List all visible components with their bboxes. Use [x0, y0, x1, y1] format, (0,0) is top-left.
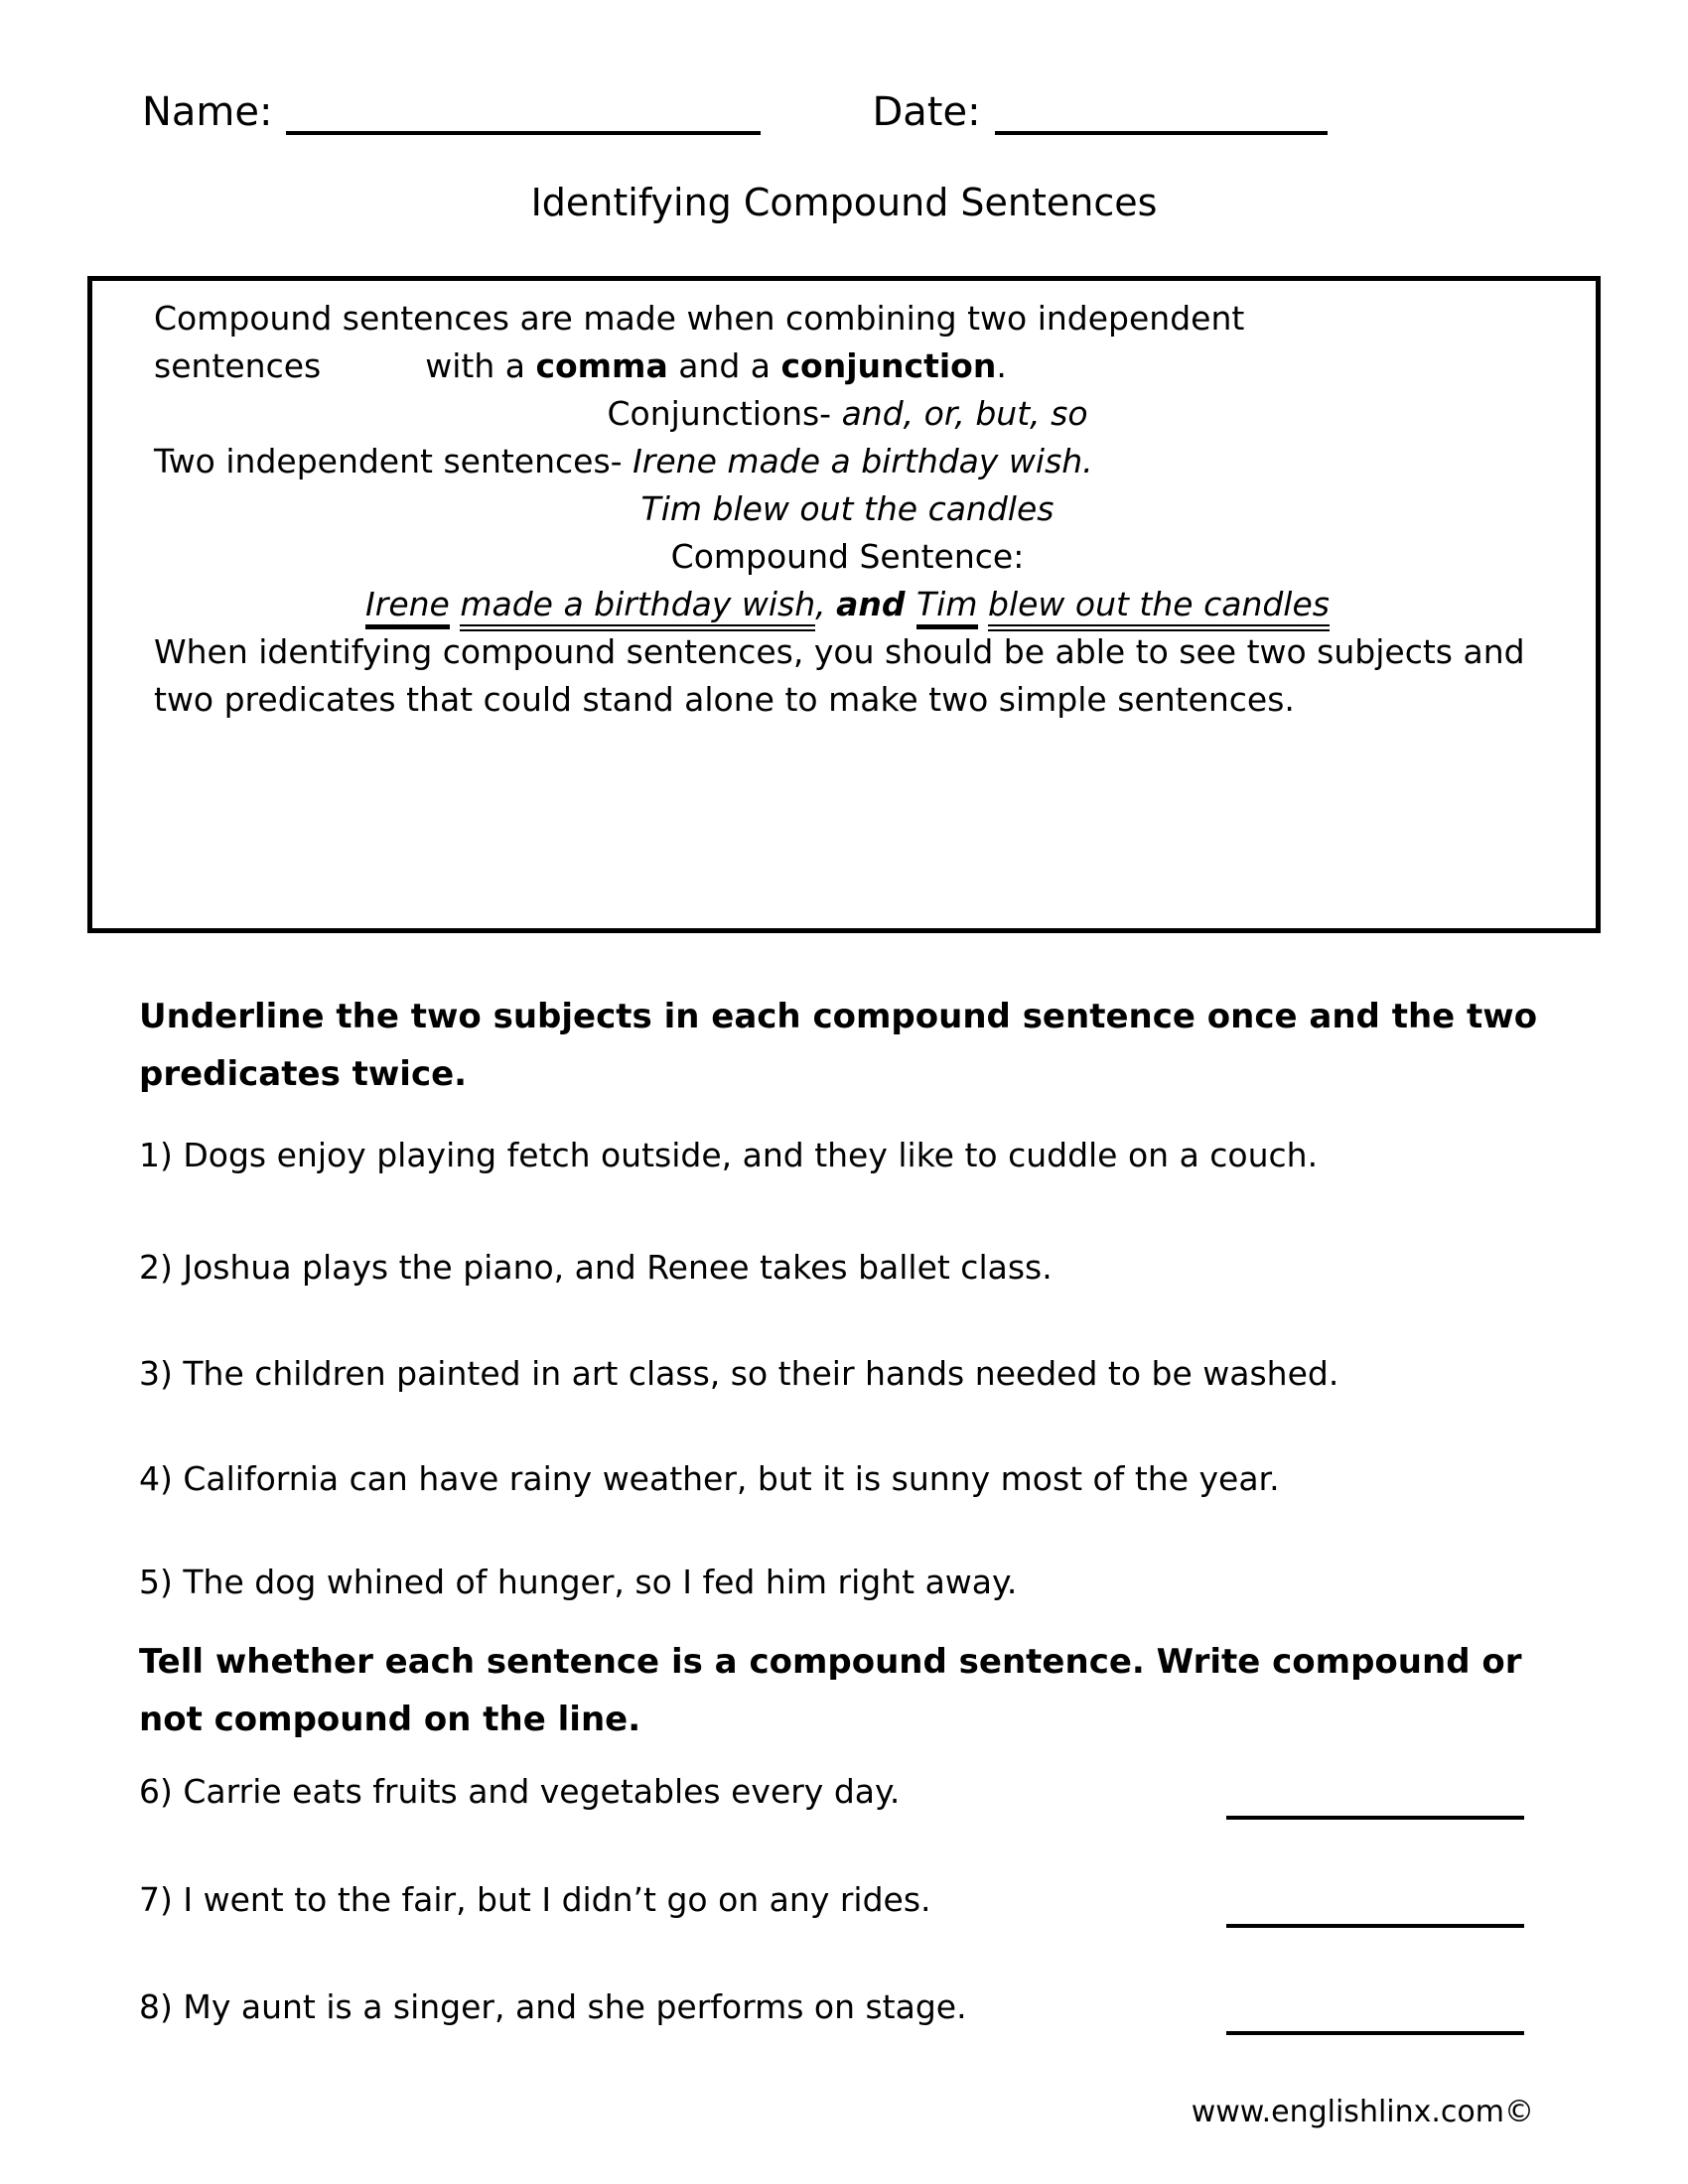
question-text-wrap: [139, 1878, 931, 1922]
info-box: [87, 276, 1601, 933]
question-text: Dogs enjoy playing fetch outside, and they like to cuddle on a couch.: [183, 1136, 1319, 1174]
intro-line2-end: .: [996, 346, 1007, 385]
question-text-wrap: [139, 1985, 967, 2029]
question-number: 4): [139, 1459, 173, 1498]
question-item-8: [139, 1985, 1524, 2035]
conjunctions-list: and, or, but, so: [841, 394, 1088, 433]
question-text-wrap: [139, 1770, 900, 1814]
conjunctions-label: Conjunctions-: [607, 394, 842, 433]
question-text: Carrie eats fruits and vegetables every day.: [183, 1772, 901, 1811]
question-item-6: [139, 1770, 1524, 1820]
example-conjunction: and: [836, 585, 917, 623]
question-text: California can have rainy weather, but it is sunny most of the year.: [183, 1459, 1280, 1498]
example-predicate-1: made a birthday wish: [460, 585, 815, 631]
question-item-2: [139, 1246, 1549, 1290]
name-label: Name:: [142, 89, 273, 135]
intro-line2-mid1: with a: [425, 346, 536, 385]
date-blank[interactable]: [995, 91, 1328, 135]
question-text: Joshua plays the piano, and Renee takes ballet class.: [183, 1248, 1053, 1287]
conjunctions-line: [154, 390, 1541, 438]
page-title: Identifying Compound Sentences: [530, 181, 1158, 224]
intro-text: [154, 295, 1541, 390]
two-independent-label: Two independent sentences-: [154, 442, 633, 480]
section2-instruction: Tell whether each sentence is a compound sentence. Write compound or not compound on the line.: [139, 1642, 1522, 1739]
intro-line2-mid2: and a: [667, 346, 781, 385]
two-independent-line: [154, 438, 1541, 485]
example-comma: ,: [815, 585, 837, 623]
name-blank[interactable]: [286, 91, 761, 135]
answer-blank-7[interactable]: [1226, 1924, 1524, 1928]
compound-sentence-label: Compound Sentence:: [670, 537, 1025, 576]
compound-example: [154, 581, 1541, 628]
question-number: 7): [139, 1880, 173, 1919]
independent-sentence-1: Irene made a birthday wish.: [633, 442, 1093, 480]
intro-bold-comma: comma: [535, 346, 668, 385]
answer-blank-6[interactable]: [1226, 1816, 1524, 1820]
question-text: My aunt is a singer, and she performs on stage.: [183, 1987, 967, 2026]
example-subject-1: Irene: [365, 585, 450, 629]
header-row: [142, 89, 1328, 135]
question-text: The children painted in art class, so their hands needed to be washed.: [183, 1354, 1339, 1393]
question-text: I went to the fair, but I didn’t go on any rides.: [183, 1880, 931, 1919]
question-item-3: [139, 1352, 1549, 1396]
question-item-5: [139, 1561, 1549, 1604]
question-number: 5): [139, 1563, 173, 1601]
question-number: 3): [139, 1354, 173, 1393]
example-subject-2: Tim: [916, 585, 977, 629]
question-number: 6): [139, 1772, 173, 1811]
question-number: 8): [139, 1987, 173, 2026]
question-item-1: [139, 1134, 1549, 1177]
intro-bold-conjunction: conjunction: [780, 346, 997, 385]
question-text: The dog whined of hunger, so I fed him right away.: [183, 1563, 1018, 1601]
date-label: Date:: [872, 89, 981, 135]
question-number: 1): [139, 1136, 173, 1174]
question-item-7: [139, 1878, 1524, 1928]
section1-instruction: Underline the two subjects in each compound sentence once and the two predicates twice.: [139, 997, 1538, 1094]
independent-sentence-2: Tim blew out the candles: [640, 489, 1055, 528]
answer-blank-8[interactable]: [1226, 2031, 1524, 2035]
example-predicate-2: blew out the candles: [988, 585, 1330, 631]
question-item-4: [139, 1457, 1549, 1501]
intro-line1: Compound sentences are made when combining two independent: [154, 299, 1245, 338]
footer-site-text: www.englishlinx.com©: [1191, 2095, 1534, 2129]
intro-line2-word: sentences: [154, 346, 322, 385]
note-text: When identifying compound sentences, you should be able to see two subjects and two predicates that could stand alone to make two simple sentences.: [154, 632, 1525, 719]
question-number: 2): [139, 1248, 173, 1287]
